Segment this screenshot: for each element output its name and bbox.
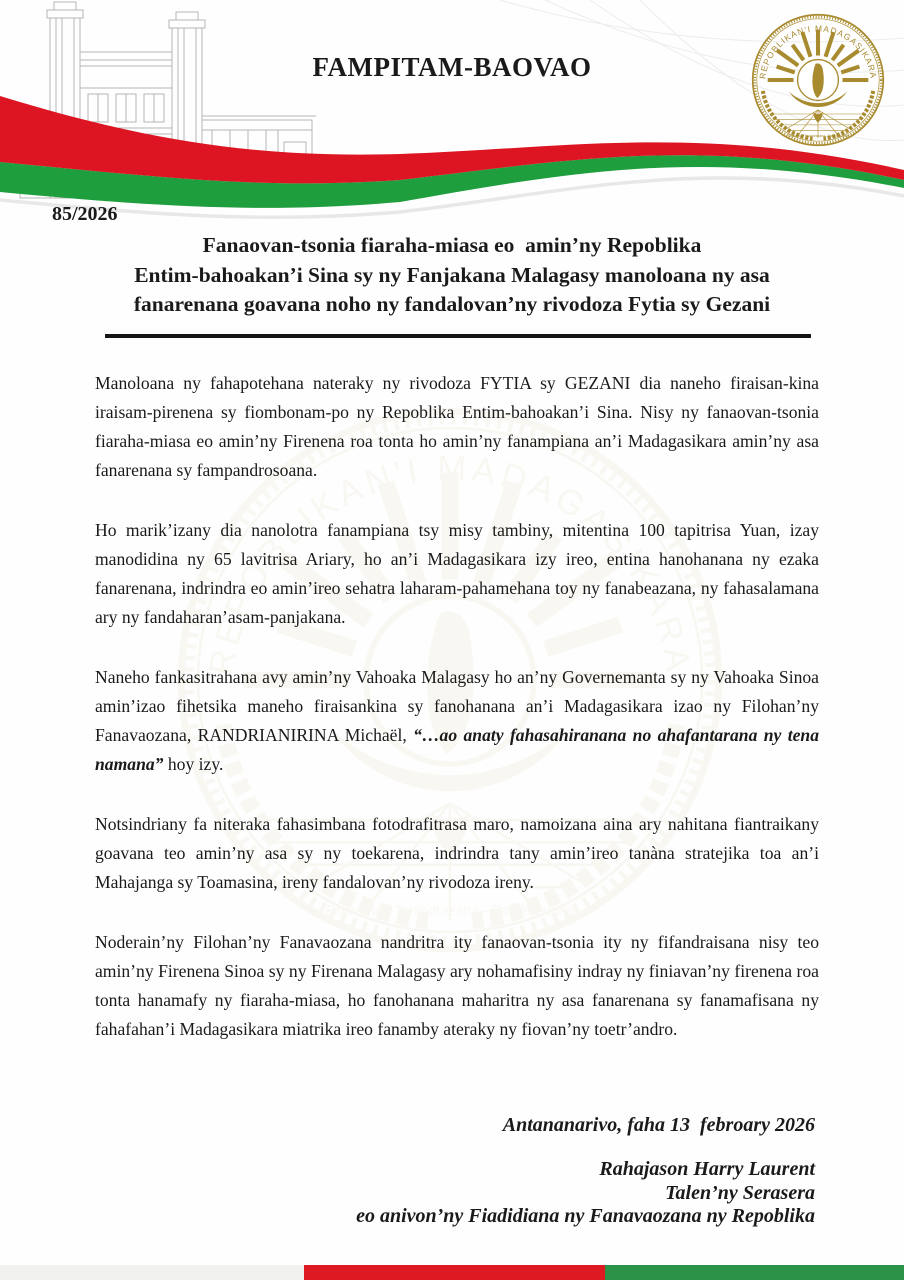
paragraph-text: Naneho fankasitrahana avy amin’ny Vahoaka Malagasy ho an’ny Governemanta sy ny Vahoaka Sinoa amin’izao fihetsika maneho firaisankina sy fanohanana an’i Madagasikara izao ny Filohan’ny Fanavaozana, RANDRIANIRINA Michaël,: [95, 667, 819, 745]
signatory-title: Talen’ny Serasera: [665, 1181, 815, 1204]
signature-block: [0, 1158, 815, 1229]
quote-emphasis: “…ao anaty fahasahiranana no ahafantarana ny tena namana”: [95, 725, 819, 774]
title-underline-rule: [105, 334, 811, 338]
paragraph: [95, 516, 819, 632]
paragraph-text: Manoloana ny fahapotehana nateraky ny rivodoza FYTIA sy GEZANI dia naneho firaisan-kina iraisam-pirenena sy fiombonam-po ny Repoblika Entim-bahoakan’i Sina. Nisy ny fanaovan-tsonia fiaraha-miasa eo amin’ny Firenena roa tonta ho amin’ny fanampiana an’i Madagasikara amin’ny asa fanarenana sy fampandrosoana.: [95, 373, 819, 480]
paragraph: [95, 369, 819, 485]
paragraph-text: hoy izy.: [163, 754, 224, 774]
paragraph: [95, 928, 819, 1044]
national-seal: [750, 12, 886, 148]
footer-red-segment: [304, 1265, 605, 1280]
footer-flag-bar: [0, 1265, 904, 1280]
document-title-line: fanarenana goavana noho ny fandalovan’ny rivodoza Fytia sy Gezani: [133, 292, 771, 316]
masthead-title: FAMPITAM-BAOVAO: [312, 52, 592, 82]
paragraph: [95, 663, 819, 779]
paragraph-text: Noderain’ny Filohan’ny Fanavaozana nandritra ity fanaovan-tsonia ity ny fifandraisana nisy teo amin’ny Firenena Sinoa sy ny Firenana Malagasy ary nohamafisiny indray ny finiavan’ny firenena roa tonta hanamafy ny fiaraha-miasa, ho fanohanana maharitra ny asa fanarenana sy fanamafisana ny fahafahan’i Madagasikara miatrika ireo fanamby ateraky ny fiovan’ny toetr’andro.: [95, 932, 819, 1039]
reference-number: 85/2026: [52, 203, 118, 225]
document-title-line: Fanaovan-tsonia fiaraha-miasa eo amin’ny Repoblika: [202, 233, 702, 257]
paragraph: [95, 810, 819, 897]
document-title-line: Entim-bahoakan’i Sina sy ny Fanjakana Malagasy manoloana ny asa: [134, 262, 770, 287]
paragraph-text: Notsindriany fa niteraka fahasimbana fotodrafitrasa maro, namoizana aina ary nahitana fiantraikany goavana teo amin’ny asa sy ny toekarena, indrindra tany amin’ireo tanàna stratejika toa an’i Mahajanga sy Toamasina, ireny fandalovan’ny rivodoza ireny.: [95, 814, 819, 892]
footer-white-segment: [0, 1265, 304, 1280]
paragraph-text: Ho marik’izany dia nanolotra fanampiana tsy misy tambiny, mitentina 100 tapitrisa Yuan, izay manodidina ny 65 lavitrisa Ariary, ho an’i Madagasikara izy ireo, entina hanohanana ny ezaka fanarenana, indrindra eo amin’ireo sehatra laharam-pahamehana toy ny fanabeazana, ny fahasalamana ary ny fandaharan’asam-panjakana.: [95, 520, 819, 627]
signatory-organization: eo anivon’ny Fiadidiana ny Fanavaozana ny Repoblika: [356, 1205, 815, 1227]
footer-green-segment: [605, 1265, 904, 1280]
signatory-name: Rahajason Harry Laurent: [599, 1158, 815, 1180]
dateline: Antananarivo, faha 13 febroary 2026: [502, 1114, 815, 1136]
body-paragraphs: [95, 369, 819, 1075]
document-title: [90, 231, 814, 320]
